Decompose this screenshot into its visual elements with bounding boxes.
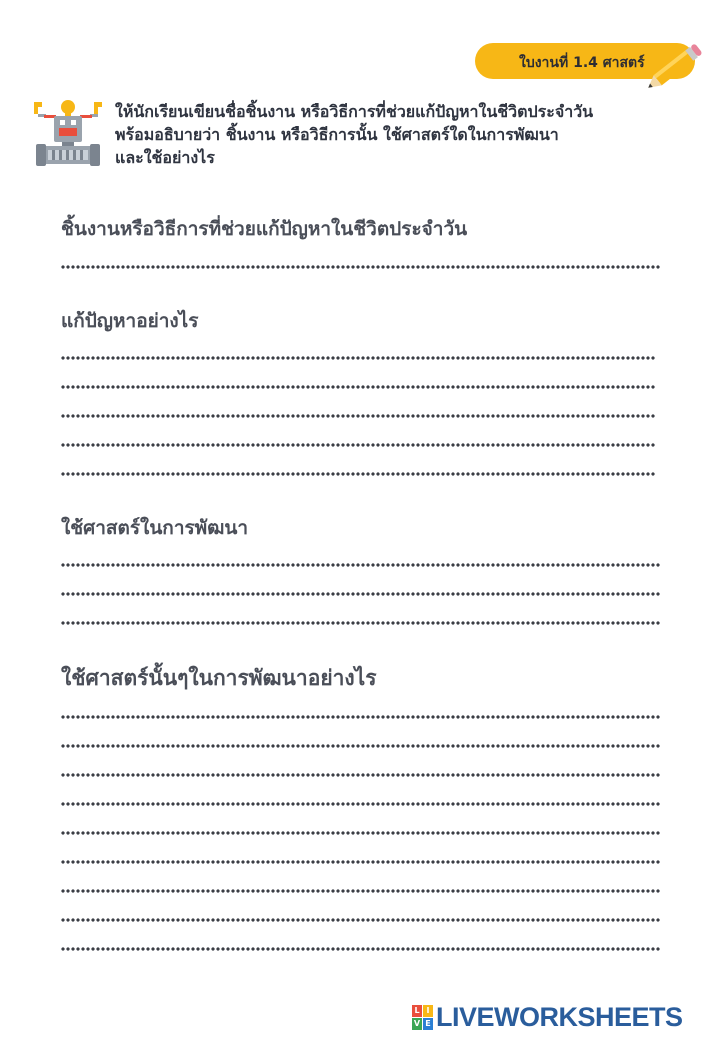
instruction-line: พร้อมอธิบายว่า ชิ้นงาน หรือวิธีการนั้น ใช้ศาสตร์ใดในการพัฒนา — [115, 125, 559, 144]
logo-mark-icon — [412, 1005, 433, 1030]
logo-mark-letter: E — [423, 1018, 433, 1030]
answer-line[interactable] — [61, 831, 661, 835]
instructions — [115, 100, 675, 169]
logo-mark-letter: L — [412, 1005, 422, 1017]
robot-icon — [32, 98, 104, 168]
logo-mark-letter: V — [413, 1018, 421, 1028]
answer-line[interactable] — [61, 889, 661, 893]
instruction-line: และใช้อย่างไร — [115, 148, 215, 167]
answer-line[interactable] — [61, 472, 655, 476]
badge-label: ใบงานที่ 1.4 ศาสตร์ — [519, 55, 645, 71]
answer-line[interactable] — [61, 860, 661, 864]
section-heading-how: แก้ปัญหาอย่างไร — [61, 310, 199, 332]
answer-line[interactable] — [61, 802, 661, 806]
answer-line[interactable] — [61, 385, 655, 389]
section-heading-item: ชิ้นงานหรือวิธีการที่ช่วยแก้ปัญหาในชีวิตประจำวัน — [61, 218, 468, 240]
answer-line[interactable] — [61, 947, 661, 951]
pencil-icon — [640, 38, 706, 100]
answer-line[interactable] — [61, 443, 655, 447]
answer-line[interactable] — [61, 592, 661, 596]
answer-line[interactable] — [61, 621, 661, 625]
answer-line[interactable] — [61, 715, 661, 719]
answer-line[interactable] — [61, 414, 655, 418]
section-heading-usage: ใช้ศาสตร์นั้นๆในการพัฒนาอย่างไร — [61, 666, 377, 690]
section-heading-science: ใช้ศาสตร์ในการพัฒนา — [61, 517, 249, 539]
answer-line[interactable] — [61, 918, 661, 922]
answer-line[interactable] — [61, 773, 661, 777]
answer-line[interactable] — [61, 356, 655, 360]
answer-line[interactable] — [61, 265, 661, 269]
instruction-line: ให้นักเรียนเขียนชื่อชิ้นงาน หรือวิธีการที่ช่วยแก้ปัญหาในชีวิตประจำวัน — [115, 102, 594, 121]
logo-mark-letter: I — [423, 1005, 433, 1017]
answer-line[interactable] — [61, 563, 661, 567]
answer-line[interactable] — [61, 744, 661, 748]
liveworksheets-logo[interactable] — [412, 1003, 683, 1031]
logo-text: LIVEWORKSHEETS — [436, 1001, 683, 1032]
